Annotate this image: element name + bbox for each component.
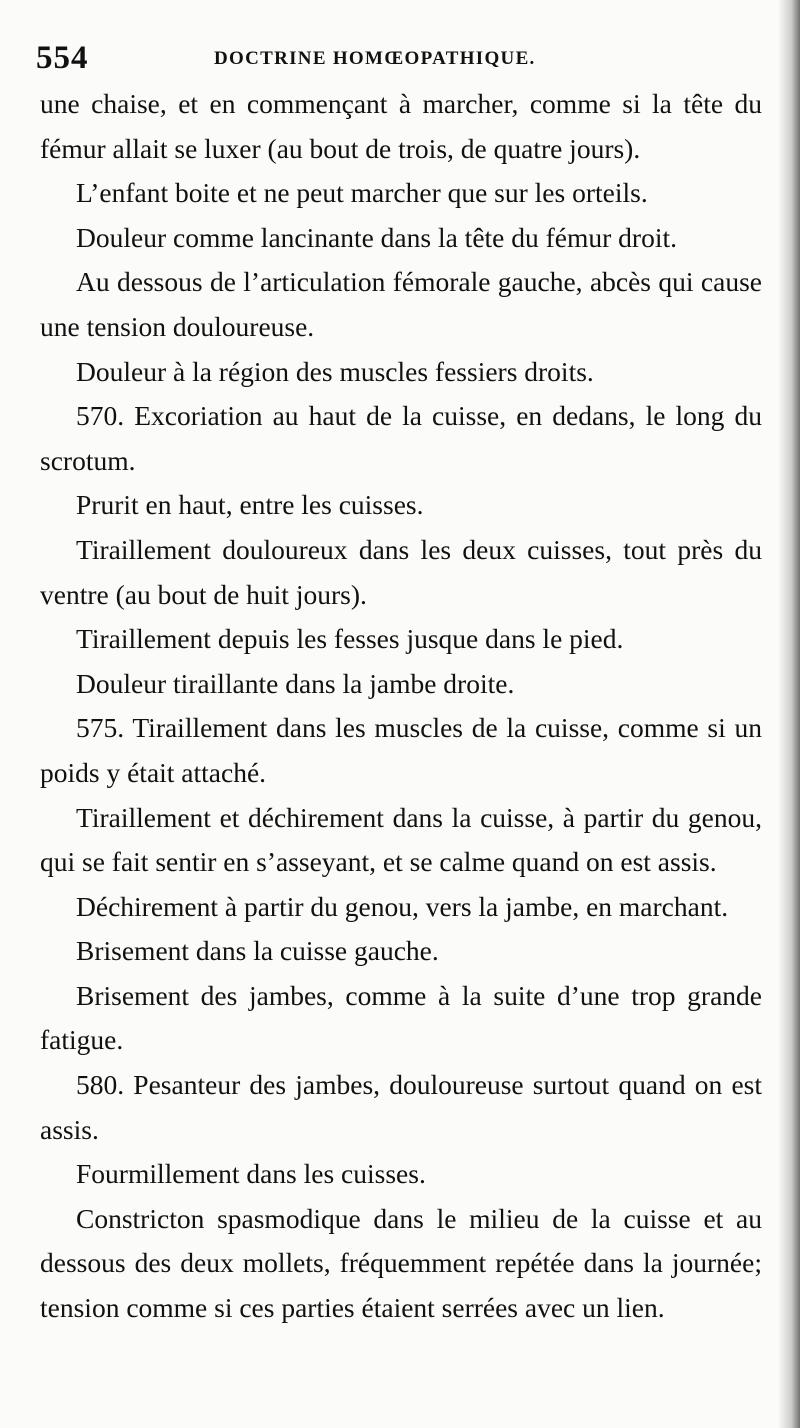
paragraph: Douleur tiraillante dans la jambe droite. (76, 667, 515, 699)
paragraph: Prurit en haut, entre les cuisses. (76, 489, 424, 521)
paragraph: 580. Pesanteur des jambes, douloureuse surtout quand on est assis. (40, 1069, 762, 1145)
paragraph: Douleur à la région des muscles fessiers droits. (76, 355, 594, 387)
paragraph: Fourmillement dans les cuisses. (76, 1158, 426, 1190)
paragraph: Tiraillement depuis les fesses jusque dans le pied. (76, 623, 624, 655)
paragraph: Brisement des jambes, comme à la suite d’une trop grande fatigue. (40, 979, 762, 1056)
page-header (36, 40, 766, 80)
paragraph: Au dessous de l’articulation fémorale gauche, abcès qui cause une tension douloureuse. (40, 266, 762, 342)
body-text (40, 82, 762, 1331)
page-number: 554 (36, 40, 89, 76)
running-head: DOCTRINE HOMŒOPATHIQUE. (214, 48, 536, 69)
paragraph: Douleur comme lancinante dans la tête du fémur droit. (76, 221, 677, 253)
paragraph: 570. Excoriation au haut de la cuisse, en dedans, le long du scrotum. (40, 400, 762, 476)
paragraph: 575. Tiraillement dans les muscles de la cuisse, comme si un poids y était attaché. (40, 712, 762, 788)
page-edge-shadow (778, 0, 800, 1428)
paragraph: Déchirement à partir du genou, vers la jambe, en marchant. (76, 890, 729, 922)
paragraph: L’enfant boite et ne peut marcher que sur les orteils. (76, 177, 648, 209)
paragraph: Constricton spasmodique dans le milieu de la cuisse et au dessous des deux mollets, fréquemment repétée dans la journée; tension comme si ces parties étaient serrées avec un lien. (40, 1202, 762, 1324)
paragraph: Brisement dans la cuisse gauche. (76, 935, 439, 967)
paragraph: Tiraillement douloureux dans les deux cuisses, tout près du ventre (au bout de huit jours). (40, 533, 762, 610)
paragraph: Tiraillement et déchirement dans la cuisse, à partir du genou, qui se fait sentir en s’asseyant, et se calme quand on est assis. (40, 801, 762, 878)
paragraph: une chaise, et en commençant à marcher, comme si la tête du fémur allait se luxer (au bout de trois, de quatre jours). (40, 88, 762, 164)
